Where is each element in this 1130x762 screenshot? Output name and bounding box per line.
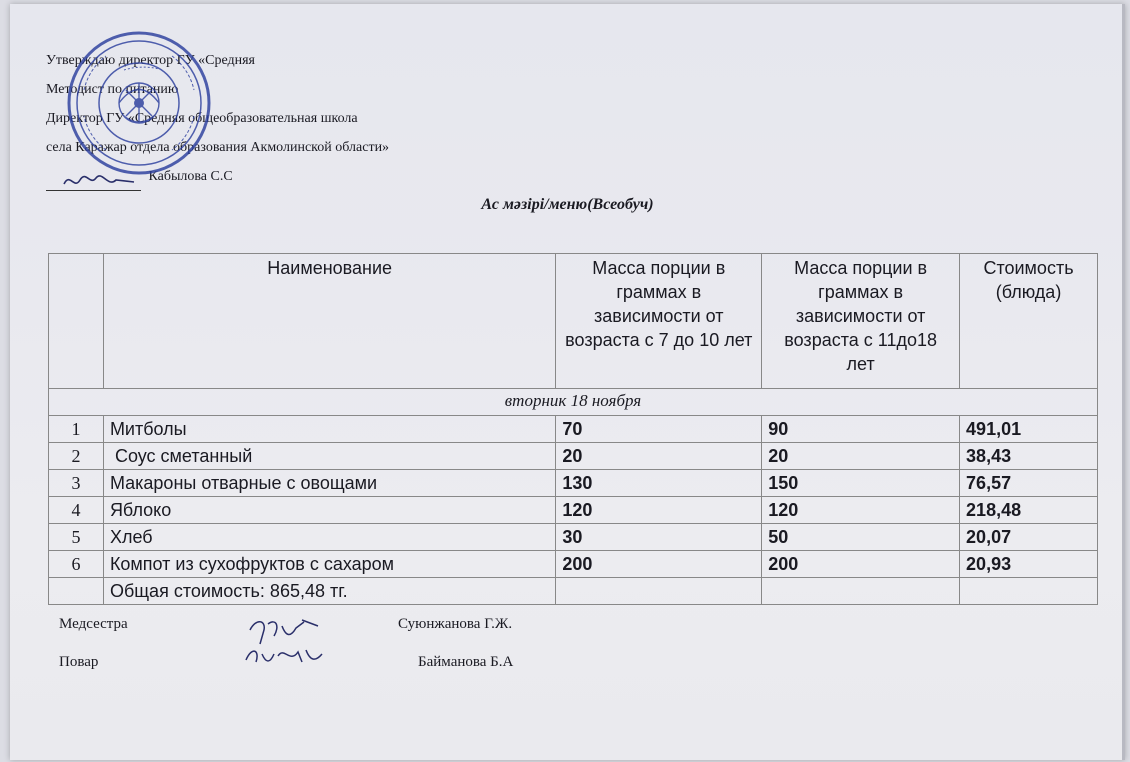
row-mass-7-10: 30: [556, 524, 762, 551]
row-mass-7-10: 70: [556, 416, 762, 443]
row-num: 2: [49, 443, 104, 470]
row-mass-11-18: 20: [762, 443, 960, 470]
document-page: [10, 4, 1125, 760]
row-mass-11-18: 150: [762, 470, 960, 497]
menu-table: [48, 253, 1098, 605]
row-name: Макароны отварные с овощами: [103, 470, 555, 497]
table-row: [49, 497, 1098, 524]
row-cost: 76,57: [960, 470, 1098, 497]
row-cost: 20,93: [960, 551, 1098, 578]
row-cost: 491,01: [960, 416, 1098, 443]
row-cost: 218,48: [960, 497, 1098, 524]
header-name: Наименование: [103, 254, 555, 389]
row-mass-7-10: 120: [556, 497, 762, 524]
approval-line-1: Утверждаю директор ГУ «Средняя: [46, 53, 255, 68]
row-name: Соус сметанный: [103, 443, 555, 470]
row-name: Яблоко: [103, 497, 555, 524]
nurse-name: Суюнжанова Г.Ж.: [398, 616, 513, 632]
total-empty-cell: [960, 578, 1098, 605]
total-label: Общая стоимость: 865,48 тг.: [103, 578, 555, 605]
approval-line-3: Директор ГУ «Средняя общеобразовательная школа: [46, 111, 358, 126]
page-title: Ас мәзірі/меню(Всеобуч): [481, 196, 654, 213]
row-name: Компот из сухофруктов с сахаром: [103, 551, 555, 578]
row-num: 3: [49, 470, 104, 497]
approval-line-4: села Каражар отдела образования Акмолинской области»: [46, 140, 390, 155]
header-mass-7-10: Масса порции в граммах в зависимости от возраста с 7 до 10 лет: [556, 254, 762, 389]
row-num: 6: [49, 551, 104, 578]
table-row: [49, 551, 1098, 578]
total-empty-cell: [762, 578, 960, 605]
approval-line-2: Методист по питанию: [46, 82, 179, 97]
row-cost: 20,07: [960, 524, 1098, 551]
row-cost: 38,43: [960, 443, 1098, 470]
row-num: 1: [49, 416, 104, 443]
total-row: [49, 578, 1098, 605]
row-mass-11-18: 120: [762, 497, 960, 524]
cook-label: Повар: [59, 654, 99, 670]
official-stamp: [64, 28, 214, 178]
table-row: [49, 524, 1098, 551]
row-mass-7-10: 20: [556, 443, 762, 470]
row-name: Митболы: [103, 416, 555, 443]
header-num: [49, 254, 104, 389]
header-cost: Стоимость (блюда): [960, 254, 1098, 389]
footer-signatures: [242, 616, 332, 676]
table-header-row: [49, 254, 1098, 389]
day-row: [49, 389, 1098, 416]
table-row: [49, 416, 1098, 443]
nurse-label: Медсестра: [59, 616, 128, 632]
total-num-cell: [49, 578, 104, 605]
page-edge: [1122, 4, 1125, 760]
row-mass-11-18: 90: [762, 416, 960, 443]
row-mass-11-18: 50: [762, 524, 960, 551]
row-num: 5: [49, 524, 104, 551]
table-row: [49, 443, 1098, 470]
row-mass-11-18: 200: [762, 551, 960, 578]
row-num: 4: [49, 497, 104, 524]
row-name: Хлеб: [103, 524, 555, 551]
day-label: вторник 18 ноября: [49, 389, 1098, 416]
header-mass-11-18: Масса порции в граммах в зависимости от возраста с 11до18 лет: [762, 254, 960, 389]
table-row: [49, 470, 1098, 497]
approval-signer-name: Кабылова С.С: [148, 169, 233, 184]
row-mass-7-10: 200: [556, 551, 762, 578]
cook-name: Байманова Б.А: [418, 654, 514, 670]
row-mass-7-10: 130: [556, 470, 762, 497]
total-empty-cell: [556, 578, 762, 605]
